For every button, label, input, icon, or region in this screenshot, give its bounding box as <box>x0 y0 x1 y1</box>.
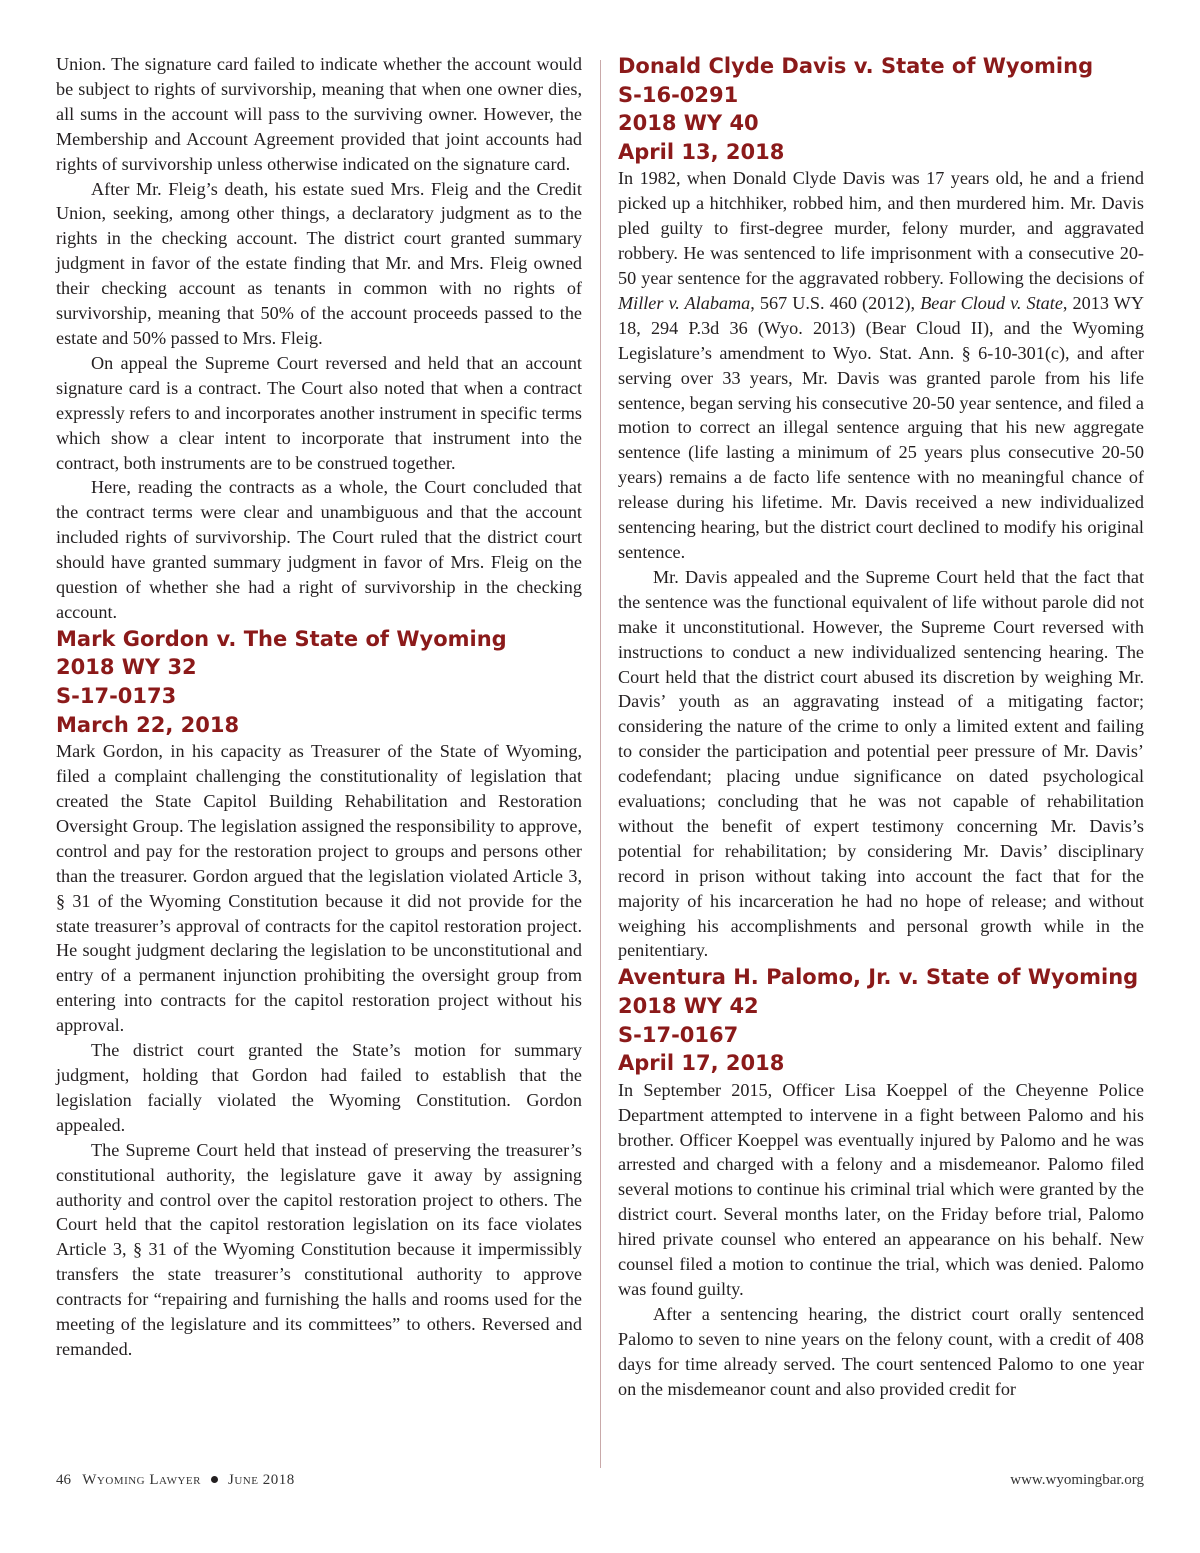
paragraph: Here, reading the contracts as a whole, the Court concluded that the contract terms were clear and unambiguous and that the account included rights of survivorship. The Court ruled that the district court should have granted summary judgment in favor of Mrs. Fleig on the question of whether she had a right of survivorship in the checking account. <box>56 477 582 622</box>
paragraph: Union. The signature card failed to indicate whether the account would be subject to rights of survivorship, meaning that when one owner dies, all sums in the account will pass to the surviving owner. However, the Membership and Account Agreement provided that joint accounts had rights of survivorship unless otherwise indicated on the signature card. <box>56 54 582 174</box>
column-divider <box>600 60 601 1468</box>
paragraph: Mr. Davis appealed and the Supreme Court held that the fact that the sentence was the functional equivalent of life without parole did not make it unconstitutional. However, the Supreme Court reversed with instructions to conduct a new individualized sentencing hearing. The Court held that the district court abused its discretion by weighing Mr. Davis’ youth as an aggravating instead of a mitigating factor; considering the nature of the crime to only a limited extent and failing to consider the participation and potential peer pressure of Mr. Davis’ codefendant; placing undue significance on dated psychological evaluations; concluding that he was not capable of rehabilitation without the benefit of expert testimony concerning Mr. Davis’s potential for rehabilitation; by considering Mr. Davis’ disciplinary record in prison without taking into account the fact that for the majority of his incarceration he had no hope of release; and without weighing his accomplishments and personal growth while in the penitentiary. <box>618 566 1144 961</box>
footer-website[interactable] <box>1010 1472 1144 1489</box>
case-docket: S-17-0173 <box>56 684 177 709</box>
case-title: Donald Clyde Davis v. State of Wyoming <box>618 54 1094 78</box>
text-run: , 567 U.S. 460 (2012), <box>750 292 921 313</box>
case-heading-davis <box>618 52 1144 166</box>
right-column <box>618 52 1144 1402</box>
paragraph: After a sentencing hearing, the district court orally sentenced Palomo to seven to nine years on the felony count, with a credit of 408 days for time already served. The court sentenced Palomo to one year on the misdemeanor count and also provided credit for <box>618 1303 1144 1399</box>
paragraph: The district court granted the State’s motion for summary judgment, holding that Gordon had failed to establish that the legislation facially violated the Wyoming Constitution. Gordon appealed. <box>56 1040 582 1135</box>
case-name-italic: Bear Cloud v. State <box>920 292 1063 313</box>
paragraph: In September 2015, Officer Lisa Koeppel of the Cheyenne Police Department attempted to intervene in a fight between Palomo and his brother. Officer Koeppel was eventually injured by Palomo and he was arrested and charged with a felony and a misdemeanor. Palomo filed several motions to continue his criminal trial which were granted by the district court. Several months later, on the Friday before trial, Palomo hired private counsel who entered an appearance on his behalf. New counsel filed a motion to continue the trial, which was denied. Palomo was found guilty. <box>618 1079 1144 1299</box>
publication-name: Wyoming Lawyer <box>82 1472 201 1488</box>
case-citation: 2018 WY 32 <box>56 655 197 680</box>
paragraph: Mark Gordon, in his capacity as Treasurer of the State of Wyoming, filed a complaint challenging the constitutionality of legislation that created the State Capitol Building Rehabilitation and Restoration Oversight Group. The legislation assigned the responsibility to approve, control and pay for the restoration project to groups and persons other than the treasurer. Gordon argued that the legislation violated Article 3, § 31 of the Wyoming Constitution because it did not provide for the state treasurer’s approval of contracts for the capitol restoration project. He sought judgment declaring the legislation to be unconstitutional and entry of a permanent injunction prohibiting the oversight group from entering into contracts for the capitol restoration project without his approval. <box>56 741 582 1036</box>
case-docket: S-17-0167 <box>618 1022 739 1047</box>
case-date: March 22, 2018 <box>56 712 240 737</box>
case-heading-gordon <box>56 625 582 739</box>
case-citation: 2018 WY 42 <box>618 993 759 1018</box>
text-run: , 2013 WY 18, 294 P.3d 36 (Wyo. 2013) (Bear Cloud II), and the Wyoming Legislature’s amendment to Wyo. Stat. Ann. § 6-10-301(c), and after serving over 33 years, Mr. Davis was granted parole from his life sentence, began serving his consecutive 20-50 year sentence, and filed a motion to correct an illegal sentence arguing that his new aggregate sentence (life lasting a minimum of 25 years plus consecutive 20-50 years) remains a de facto life sentence with no meaningful chance of release during his lifetime. Mr. Davis received a new individualized sentencing hearing, but the district court declined to modify his original sentence. <box>618 292 1144 562</box>
paragraph: On appeal the Supreme Court reversed and held that an account signature card is a contract. The Court also noted that when a contract expressly refers to and incorporates another instrument in specific terms which show a clear intent to incorporate that instrument into the contract, both instruments are to be construed together. <box>56 352 582 473</box>
footer-left <box>56 1472 295 1489</box>
page-number: 46 <box>56 1472 71 1488</box>
case-citation: 2018 WY 40 <box>618 111 759 136</box>
paragraph: The Supreme Court held that instead of preserving the treasurer’s constitutional authority, the legislature gave it away by assigning authority and control over the capitol restoration project to others. The Court held that the capitol restoration legislation on its face violates Article 3, § 31 of the Wyoming Constitution because it impermissibly transfers the state treasurer’s constitutional authority to approve contracts for “repairing and furnishing the halls and rooms used for the meeting of the legislature and its committees” to others. Reversed and remanded. <box>56 1139 582 1359</box>
website-link[interactable]: www.wyomingbar.org <box>1010 1472 1144 1488</box>
paragraph: After Mr. Fleig’s death, his estate sued Mrs. Fleig and the Credit Union, seeking, among other things, a declaratory judgment as to the rights in the checking account. The district court granted summary judgment in favor of the estate finding that Mr. and Mrs. Fleig owned their checking account as tenants in common with no rights of survivorship, meaning that 50% of the account proceeds passed to the estate and 50% passed to Mrs. Fleig. <box>56 178 582 348</box>
case-title: Mark Gordon v. The State of Wyoming <box>56 626 507 651</box>
case-docket: S-16-0291 <box>618 82 739 107</box>
text-run: In 1982, when Donald Clyde Davis was 17 years old, he and a friend picked up a hitchhiker, robbed him, and then murdered him. Mr. Davis pled guilty to first-degree murder, felony murder, and aggravated robbery. He was sentenced to life imprisonment with a consecutive 20-50 year sentence for the aggravated robbery. Following the decisions of <box>618 168 1144 288</box>
case-name-italic: Miller v. Alabama <box>618 292 751 313</box>
case-date: April 17, 2018 <box>618 1051 785 1076</box>
left-column <box>56 52 582 1362</box>
case-date: April 13, 2018 <box>618 139 785 164</box>
paragraph <box>618 166 1144 565</box>
case-title: Aventura H. Palomo, Jr. v. State of Wyoming <box>618 965 1139 990</box>
issue-date: June 2018 <box>228 1472 295 1488</box>
bullet-icon <box>211 1476 218 1483</box>
case-heading-palomo <box>618 963 1144 1077</box>
